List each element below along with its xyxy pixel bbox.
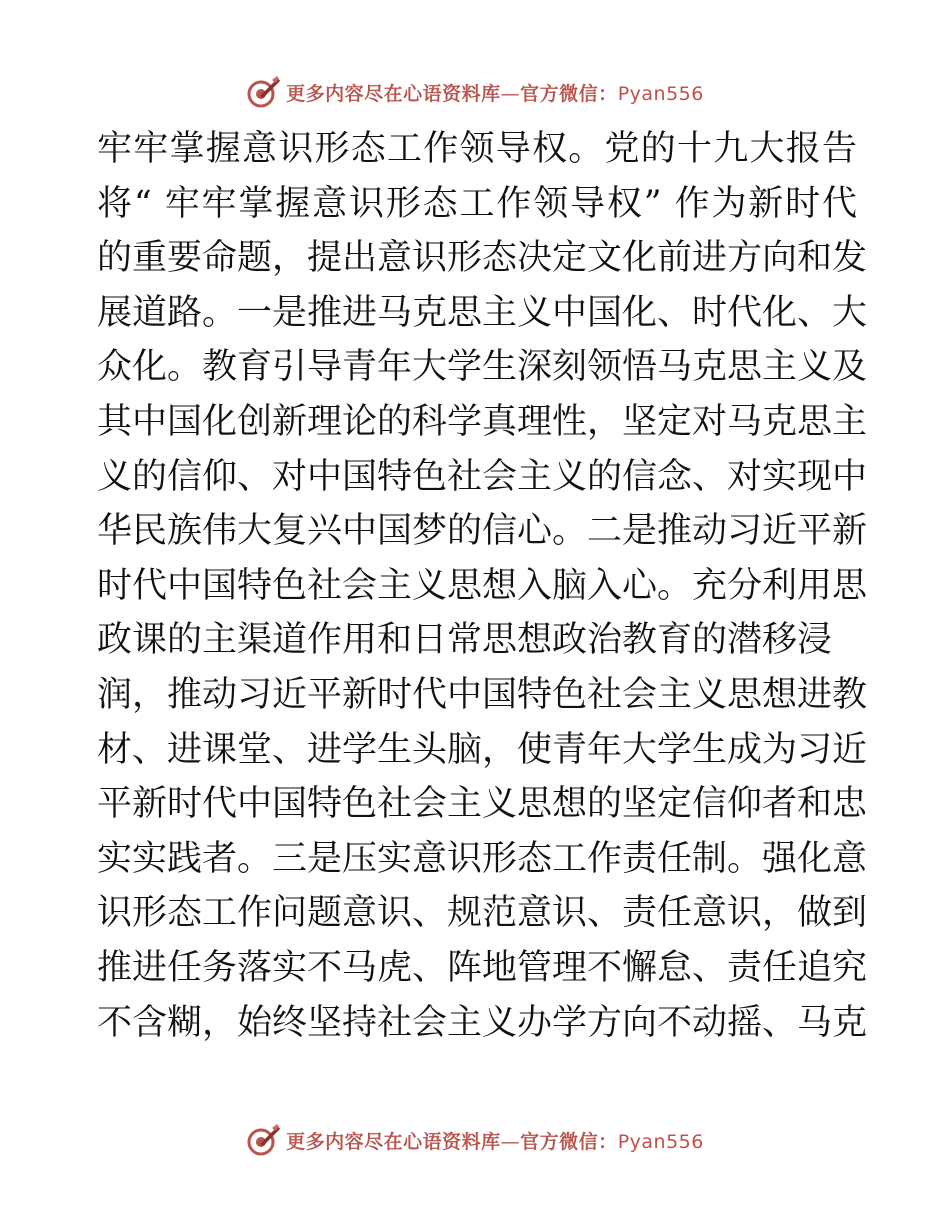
body-line: 润，推动习近平新时代中国特色社会主义思想进教: [97, 674, 868, 715]
banner-wechat-id: Pyan556: [617, 1130, 704, 1153]
banner-dash: —: [500, 1130, 521, 1153]
body-line: 其中国化创新理论的科学真理性，坚定对马克思主: [97, 401, 868, 442]
body-line: 的重要命题，提出意识形态决定文化前进方向和发: [97, 238, 868, 279]
body-line: 推进任务落实不马虎、阵地管理不懈怠、责任追究: [97, 947, 868, 988]
body-line: 众化。教育引导青年大学生深刻领悟马克思主义及: [97, 347, 868, 388]
banner-wechat-id: Pyan556: [617, 82, 704, 105]
feather-pen-logo-icon: [246, 1122, 282, 1158]
body-line: 政课的主渠道作用和日常思想政治教育的潜移浸: [97, 620, 833, 661]
document-body: [97, 122, 868, 1050]
body-line: 将“ 牢牢掌握意识形态工作领导权” 作为新时代: [97, 183, 857, 224]
footer-banner-text: [286, 1127, 704, 1154]
banner-slogan: 更多内容尽在心语资料库: [286, 1130, 501, 1153]
header-banner-text: [286, 79, 704, 106]
banner-slogan: 更多内容尽在心语资料库: [286, 82, 501, 105]
body-line: 平新时代中国特色社会主义思想的坚定信仰者和忠: [97, 784, 868, 825]
banner-dash: —: [500, 82, 521, 105]
body-line: 展道路。一是推进马克思主义中国化、时代化、大: [97, 292, 868, 333]
body-line: 实实践者。三是压实意识形态工作责任制。强化意: [97, 838, 868, 879]
body-line: 时代中国特色社会主义思想入脑入心。充分利用思: [97, 565, 868, 606]
banner-official-label: 官方微信：: [520, 82, 618, 105]
body-line: 材、进课堂、进学生头脑，使青年大学生成为习近: [97, 729, 868, 770]
footer-banner: [0, 1120, 950, 1160]
body-line: 识形态工作问题意识、规范意识、责任意识，做到: [97, 893, 868, 934]
body-line: 华民族伟大复兴中国梦的信心。二是推动习近平新: [97, 511, 868, 552]
banner-official-label: 官方微信：: [520, 1130, 618, 1153]
header-banner: [0, 72, 950, 112]
feather-pen-logo-icon: [246, 74, 282, 110]
body-line: 不含糊，始终坚持社会主义办学方向不动摇、马克: [97, 1002, 868, 1043]
body-line: 义的信仰、对中国特色社会主义的信念、对实现中: [97, 456, 868, 497]
body-line: 牢牢掌握意识形态工作领导权。党的十九大报告: [97, 129, 857, 169]
